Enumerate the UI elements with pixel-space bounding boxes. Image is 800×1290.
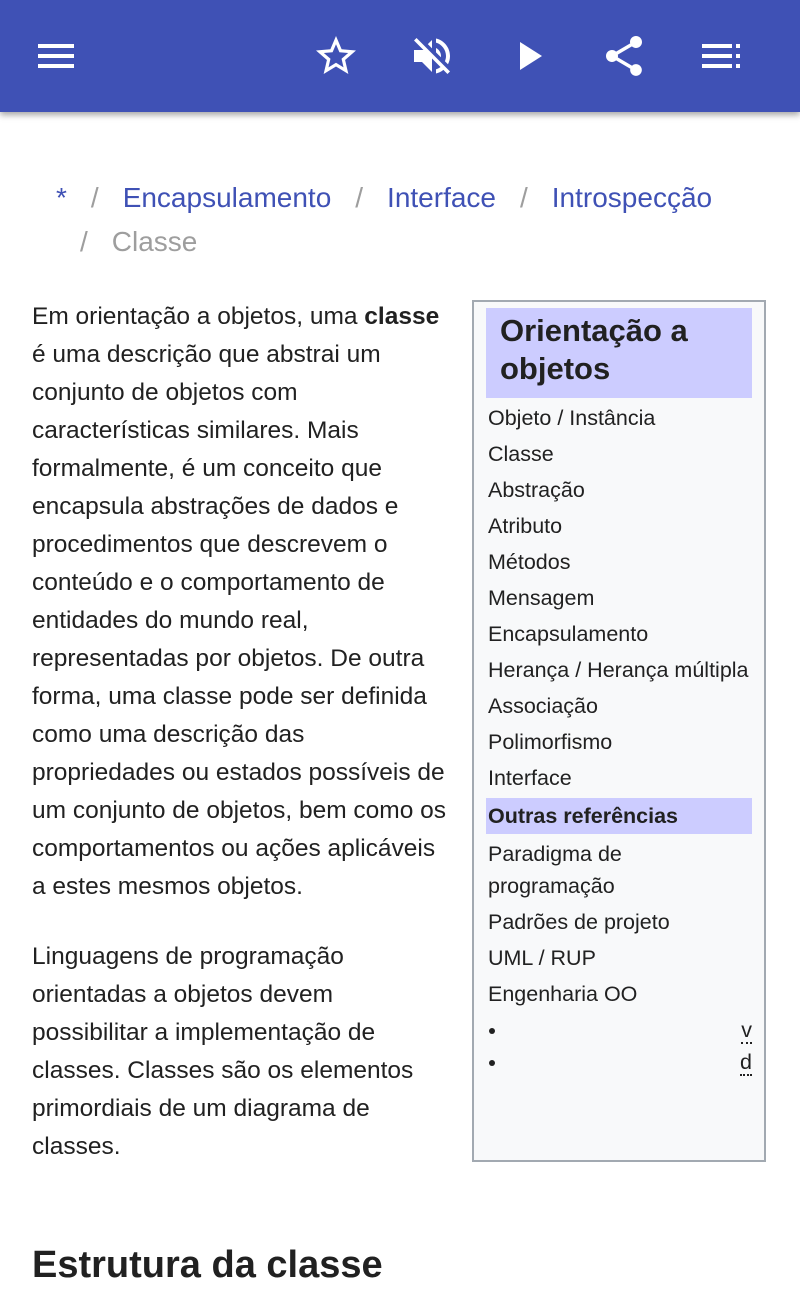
infobox-link-padroes[interactable]: Padrões de projeto	[488, 910, 670, 934]
infobox-title: Orientação a objetos	[486, 308, 752, 398]
infobox-link-classe[interactable]: Classe	[488, 442, 554, 466]
breadcrumb	[56, 176, 756, 264]
menu-button[interactable]	[20, 20, 92, 92]
play-icon	[504, 32, 552, 80]
infobox-link-engenharia[interactable]: Engenharia OO	[488, 982, 638, 1006]
play-button[interactable]	[492, 20, 564, 92]
breadcrumb-separator: /	[355, 182, 364, 213]
infobox-link-paradigma[interactable]: Paradigma de programação	[488, 842, 622, 898]
app-bar	[0, 0, 800, 112]
infobox-link-atributo[interactable]: Atributo	[488, 514, 563, 538]
article-paragraph: Linguagens de programação orientadas a objetos devem possibilitar a implementação de classes. Classes são os elementos primordiais de um diagrama de classes.	[32, 943, 414, 1160]
infobox-link-associacao[interactable]: Associação	[488, 694, 598, 718]
navbar-view-link[interactable]: v	[741, 1018, 752, 1042]
playlist-icon	[696, 32, 744, 80]
breadcrumb-link-introspeccao[interactable]: Introspecção	[551, 182, 713, 213]
infobox	[472, 300, 766, 1162]
bold-term: classe	[364, 303, 440, 330]
infobox-link-encapsulamento[interactable]: Encapsulamento	[488, 622, 649, 646]
infobox-link-metodos[interactable]: Métodos	[488, 550, 571, 574]
share-icon	[600, 32, 648, 80]
infobox-subheader: Outras referências	[486, 798, 752, 834]
infobox-navbar	[486, 1014, 752, 1078]
star-outline-icon	[312, 32, 360, 80]
infobox-link-polimorfismo[interactable]: Polimorfismo	[488, 730, 613, 754]
infobox-link-heranca[interactable]: Herança / Herança múltipla	[488, 658, 749, 682]
breadcrumb-link-interface[interactable]: Interface	[387, 182, 496, 213]
infobox-link-uml[interactable]: UML / RUP	[488, 946, 596, 970]
navbar-item	[508, 1014, 752, 1046]
infobox-list	[486, 402, 752, 794]
section-heading: Estrutura da classe	[32, 1244, 383, 1286]
breadcrumb-separator: /	[520, 182, 528, 213]
article-paragraph: Em orientação a objetos, uma classe é uma descrição que abstrai um conjunto de objetos com características similares. Mais formalmente, é um conceito que encapsula abstrações de dados e procedimentos que descrevem o conteúdo e o comportamento de entidades do mundo real, representadas por objetos. De outra forma, uma classe pode ser definida como uma descrição das propriedades ou estados possíveis de um conjunto de objetos, bem como os comportamentos ou ações aplicáveis a estes mesmos objetos.	[32, 303, 447, 900]
breadcrumb-separator: /	[90, 182, 99, 213]
infobox-link-mensagem[interactable]: Mensagem	[488, 586, 595, 610]
breadcrumb-separator: /	[80, 226, 88, 257]
infobox-other-list	[486, 838, 752, 1010]
infobox-link-abstracao[interactable]: Abstração	[488, 478, 585, 502]
share-button[interactable]	[588, 20, 660, 92]
mute-button[interactable]	[396, 20, 468, 92]
menu-icon	[32, 32, 80, 80]
navbar-discuss-link[interactable]: d	[740, 1050, 752, 1074]
article-body	[32, 298, 452, 1198]
breadcrumb-link-home[interactable]: *	[56, 182, 67, 213]
infobox-link-interface[interactable]: Interface	[488, 766, 572, 790]
infobox-link-objeto[interactable]: Objeto / Instância	[488, 406, 656, 430]
table-of-contents-button[interactable]	[684, 20, 756, 92]
volume-off-icon	[408, 32, 456, 80]
breadcrumb-current: Classe	[111, 226, 198, 257]
bookmark-button[interactable]	[300, 20, 372, 92]
breadcrumb-link-encapsulamento[interactable]: Encapsulamento	[122, 182, 332, 213]
navbar-item	[508, 1046, 752, 1078]
